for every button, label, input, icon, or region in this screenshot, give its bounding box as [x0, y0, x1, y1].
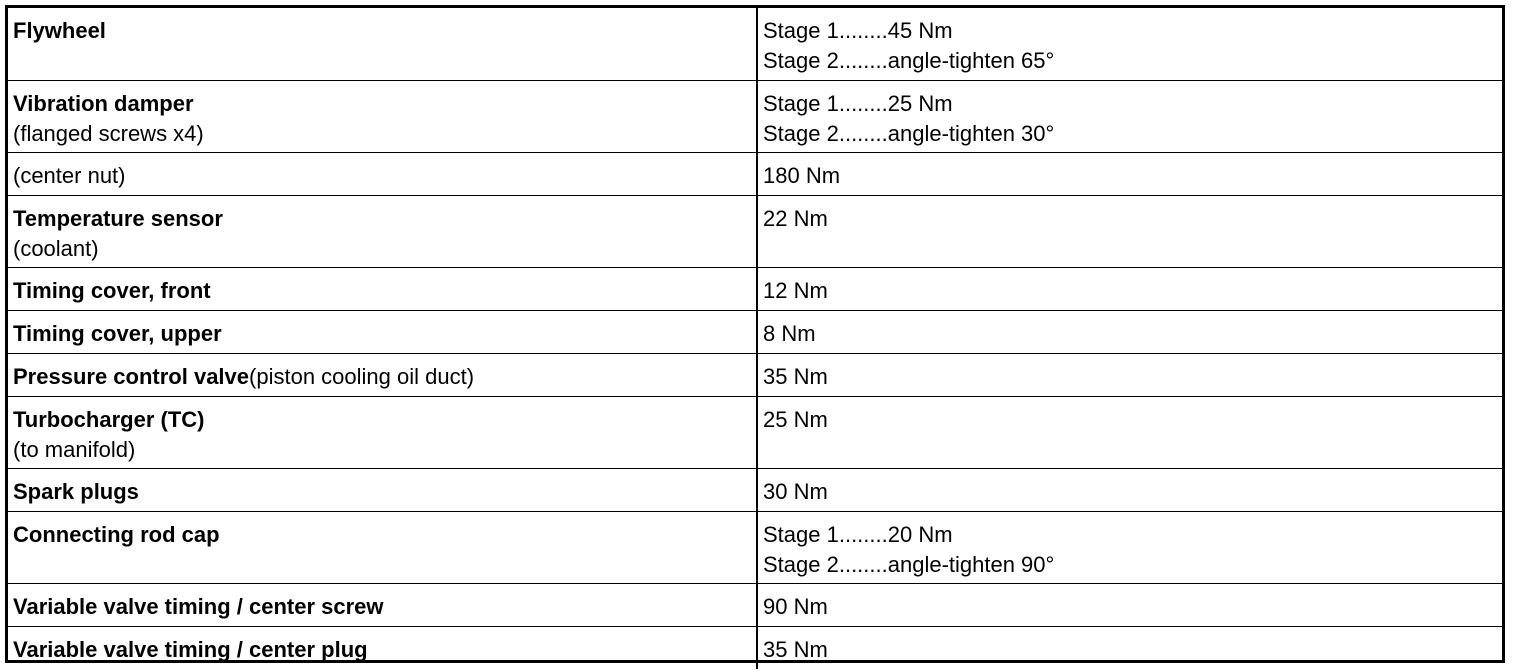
table-row [8, 353, 1502, 396]
component-name: Variable valve timing / center screw [13, 593, 384, 619]
table-row [8, 80, 1502, 152]
torque-value-stage1: Stage 1........25 Nm [763, 90, 953, 116]
component-cell [8, 353, 757, 396]
torque-cell [757, 195, 1502, 267]
table-row [8, 468, 1502, 511]
torque-value: 22 Nm [763, 205, 828, 231]
component-cell [8, 152, 757, 195]
torque-value: 25 Nm [763, 406, 828, 432]
component-detail: (center nut) [13, 162, 126, 188]
torque-value: 90 Nm [763, 593, 828, 619]
table-row [8, 583, 1502, 626]
component-detail: (coolant) [13, 235, 99, 261]
torque-value: 180 Nm [763, 162, 841, 188]
table-row [8, 626, 1502, 669]
component-cell [8, 80, 757, 152]
component-cell [8, 468, 757, 511]
component-name: Flywheel [13, 18, 106, 43]
component-cell [8, 396, 757, 468]
component-name: Turbocharger (TC) [13, 406, 205, 432]
torque-cell [757, 353, 1502, 396]
torque-cell [757, 468, 1502, 511]
component-cell [8, 626, 757, 669]
component-cell [8, 511, 757, 583]
table-row [8, 8, 1502, 80]
torque-value: 12 Nm [763, 277, 828, 303]
component-label [13, 362, 751, 392]
component-name: Temperature sensor [13, 205, 223, 231]
torque-cell [757, 267, 1502, 310]
torque-value: 8 Nm [763, 320, 816, 346]
component-cell [8, 195, 757, 267]
torque-cell [757, 152, 1502, 195]
table-row [8, 267, 1502, 310]
component-detail: (to manifold) [13, 436, 136, 462]
component-cell [8, 267, 757, 310]
component-cell [8, 8, 757, 80]
torque-cell [757, 396, 1502, 468]
component-detail: (piston cooling oil duct) [249, 363, 475, 389]
table-row [8, 310, 1502, 353]
torque-value: 30 Nm [763, 478, 828, 504]
torque-value-stage2: Stage 2........angle-tighten 30° [763, 120, 1055, 146]
component-name: Timing cover, upper [13, 320, 222, 346]
component-name: Variable valve timing / center plug [13, 636, 368, 662]
torque-cell [757, 80, 1502, 152]
table-row [8, 396, 1502, 468]
torque-cell [757, 511, 1502, 583]
table-row [8, 511, 1502, 583]
component-name: Timing cover, front [13, 277, 211, 303]
component-name: Spark plugs [13, 478, 139, 504]
torque-cell [757, 310, 1502, 353]
component-name: Vibration damper [13, 90, 194, 116]
component-detail: (flanged screws x4) [13, 120, 204, 146]
torque-cell [757, 626, 1502, 669]
table-row [8, 195, 1502, 267]
torque-spec-table-frame [5, 5, 1505, 663]
component-name: Connecting rod cap [13, 521, 220, 547]
torque-value-stage2: Stage 2........angle-tighten 90° [763, 551, 1055, 577]
torque-value: 35 Nm [763, 363, 828, 389]
torque-value-stage2: Stage 2........angle-tighten 65° [763, 48, 1055, 73]
component-name: Pressure control valve [13, 363, 250, 389]
component-cell [8, 583, 757, 626]
table-row [8, 152, 1502, 195]
torque-cell [757, 8, 1502, 80]
torque-value: 35 Nm [763, 636, 828, 662]
torque-value-stage1: Stage 1........20 Nm [763, 521, 953, 547]
torque-value-stage1: Stage 1........45 Nm [763, 18, 953, 43]
torque-cell [757, 583, 1502, 626]
torque-spec-table [8, 8, 1502, 669]
component-cell [8, 310, 757, 353]
